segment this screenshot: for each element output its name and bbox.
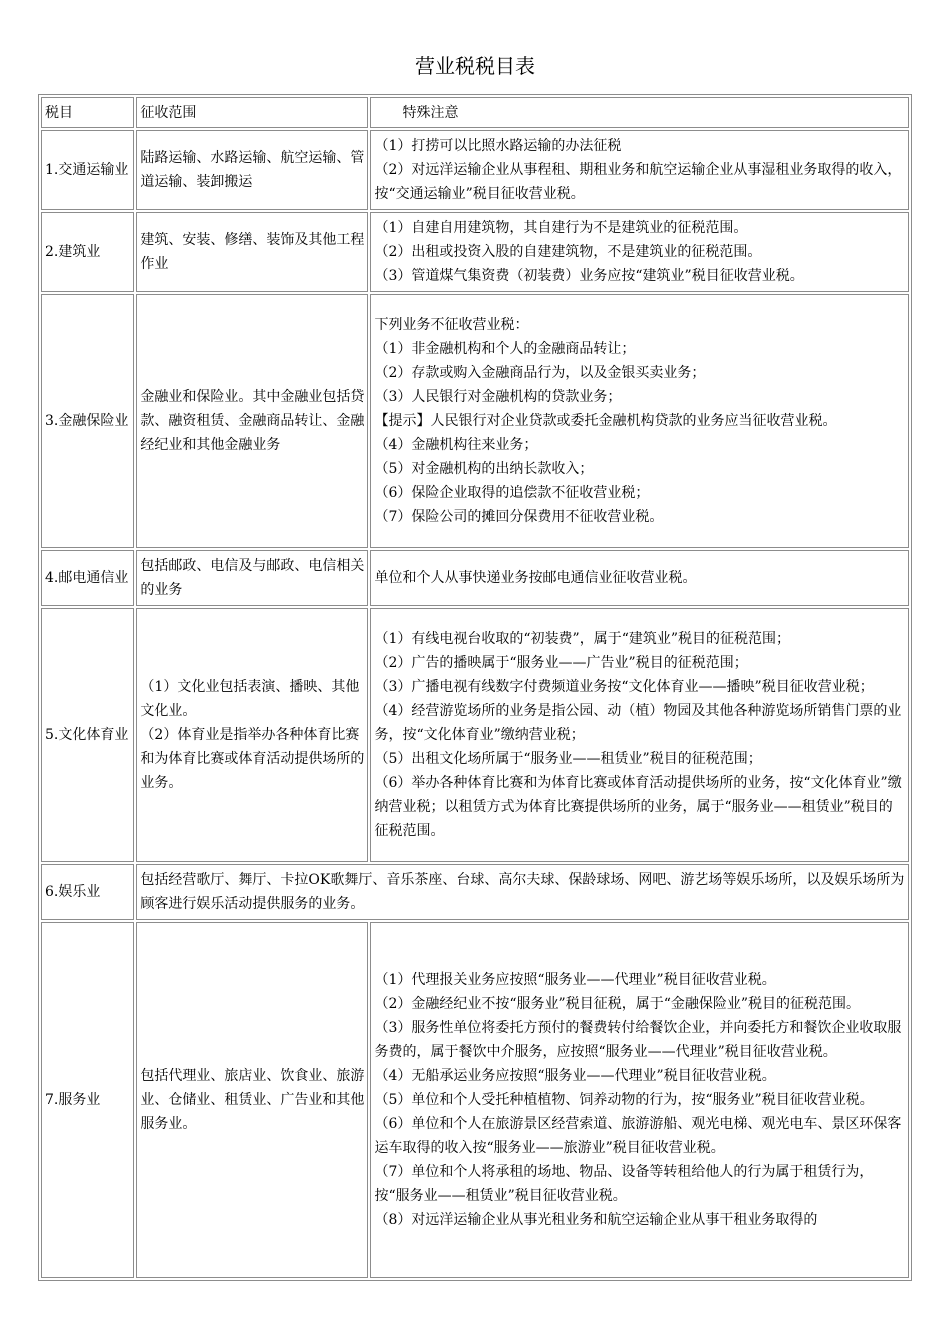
notes-cell <box>370 608 909 862</box>
note-line: （1）代理报关业务应按照“服务业——代理业”税目征收营业税。 <box>374 972 776 988</box>
tax-item-name: 3.金融保险业 <box>41 294 134 548</box>
note-line: （3）广播电视有线数字付费频道业务按“文化体育业——播映”税目征收营业税； <box>374 679 874 695</box>
note-line: （6）保险企业取得的追偿款不征收营业税； <box>374 485 650 501</box>
scope-text: 建筑、安装、修缮、装饰及其他工程作业 <box>140 232 365 272</box>
scope-cell <box>136 864 909 920</box>
table-row <box>41 130 909 210</box>
note-line: （3）人民银行对金融机构的贷款业务； <box>374 389 622 405</box>
note-line: （1）打捞可以比照水路运输的办法征税 <box>374 138 622 154</box>
notes-cell <box>370 212 909 292</box>
scope-cell <box>136 294 368 548</box>
tax-item-name: 1.交通运输业 <box>41 130 134 210</box>
header-notes: 特殊注意 <box>370 97 909 128</box>
scope-cell <box>136 922 368 1278</box>
note-line: （5）出租文化场所属于“服务业——租赁业”税目的征税范围； <box>374 751 762 767</box>
scope-text: 包括邮政、电信及与邮政、电信相关的业务 <box>140 558 365 598</box>
table-row <box>41 294 909 548</box>
note-line: （4）金融机构往来业务； <box>374 437 538 453</box>
tax-items-table <box>38 94 912 1281</box>
scope-text: （1）文化业包括表演、播映、其他文化业。 <box>140 679 360 719</box>
table-header-row <box>41 97 909 128</box>
note-line: （7）单位和个人将承租的场地、物品、设备等转租给他人的行为属于租赁行为，按“服务业——租赁业”税目征收营业税。 <box>374 1164 874 1204</box>
note-line: （8）对远洋运输企业从事光租业务和航空运输企业从事干租业务取得的 <box>374 1212 818 1228</box>
note-line: （4）无船承运业务应按照“服务业——代理业”税目征收营业税。 <box>374 1068 776 1084</box>
notes-cell <box>370 922 909 1278</box>
scope-cell <box>136 212 368 292</box>
note-line: （2）金融经纪业不按“服务业”税目征税，属于“金融保险业”税目的征税范围。 <box>374 996 861 1012</box>
scope-cell <box>136 130 368 210</box>
note-line: （3）管道煤气集资费（初装费）业务应按“建筑业”税目征收营业税。 <box>374 268 804 284</box>
note-line: （2）出租或投资入股的自建建筑物，不是建筑业的征税范围。 <box>374 244 762 260</box>
table-row <box>41 922 909 1278</box>
tax-item-name: 5.文化体育业 <box>41 608 134 862</box>
table-row <box>41 550 909 606</box>
note-line: （4）经营游览场所的业务是指公园、动（植）物园及其他各种游览场所销售门票的业务，按“文化体育业”缴纳营业税； <box>374 703 902 743</box>
scope-text: （2）体育业是指举办各种体育比赛和为体育比赛或体育活动提供场所的业务。 <box>140 727 365 791</box>
note-line: （6）举办各种体育比赛和为体育比赛或体育活动提供场所的业务，按“文化体育业”缴纳营业税；以租赁方式为体育比赛提供场所的业务，属于“服务业——租赁业”税目的征税范围。 <box>374 775 902 839</box>
notes-cell <box>370 550 909 606</box>
tax-item-name: 4.邮电通信业 <box>41 550 134 606</box>
tax-item-name: 7.服务业 <box>41 922 134 1278</box>
tax-item-name: 2.建筑业 <box>41 212 134 292</box>
table-row <box>41 864 909 920</box>
table-row <box>41 608 909 862</box>
scope-text: 包括经营歌厅、舞厅、卡拉OK歌舞厅、音乐茶座、台球、高尔夫球、保龄球场、网吧、游艺场等娱乐场所，以及娱乐场所为顾客进行娱乐活动提供服务的业务。 <box>140 872 905 912</box>
table-row <box>41 212 909 292</box>
notes-cell <box>370 294 909 548</box>
scope-cell <box>136 608 368 862</box>
note-line: （6）单位和个人在旅游景区经营索道、旅游游船、观光电梯、观光电车、景区环保客运车取得的收入按“服务业——旅游业”税目征收营业税。 <box>374 1116 902 1156</box>
note-line: （1）有线电视台收取的“初装费”，属于“建筑业”税目的征税范围； <box>374 631 791 647</box>
scope-text: 包括代理业、旅店业、饮食业、旅游业、仓储业、租赁业、广告业和其他服务业。 <box>140 1068 365 1132</box>
note-line: （2）广告的播映属于“服务业——广告业”税目的征税范围； <box>374 655 748 671</box>
note-line: （1）自建自用建筑物，其自建行为不是建筑业的征税范围。 <box>374 220 748 236</box>
scope-text: 金融业和保险业。其中金融业包括贷款、融资租赁、金融商品转让、金融经纪业和其他金融业务 <box>140 389 365 453</box>
note-line: （7）保险公司的摊回分保费用不征收营业税。 <box>374 509 664 525</box>
note-line: （3）服务性单位将委托方预付的餐费转付给餐饮企业，并向委托方和餐饮企业收取服务费的，属于餐饮中介服务，应按照“服务业——代理业”税目征收营业税。 <box>374 1020 902 1060</box>
note-line: （1）非金融机构和个人的金融商品转让； <box>374 341 636 357</box>
header-tax-item: 税目 <box>41 97 134 128</box>
tax-item-name: 6.娱乐业 <box>41 864 134 920</box>
scope-cell <box>136 550 368 606</box>
page-title: 营业税税目表 <box>415 54 535 78</box>
note-line: （2）存款或购入金融商品行为，以及金银买卖业务； <box>374 365 706 381</box>
note-line: 单位和个人从事快递业务按邮电通信业征收营业税。 <box>374 570 697 586</box>
note-line: （5）单位和个人受托种植植物、饲养动物的行为，按“服务业”税目征收营业税。 <box>374 1092 874 1108</box>
header-scope: 征收范围 <box>136 97 368 128</box>
notes-cell <box>370 130 909 210</box>
note-line: 【提示】人民银行对企业贷款或委托金融机构贷款的业务应当征收营业税。 <box>374 413 837 429</box>
note-line: （5）对金融机构的出纳长款收入； <box>374 461 594 477</box>
scope-text: 陆路运输、水路运输、航空运输、管道运输、装卸搬运 <box>140 150 365 190</box>
note-line: 下列业务不征收营业税： <box>374 317 529 333</box>
note-line: （2）对远洋运输企业从事程租、期租业务和航空运输企业从事湿租业务取得的收入，按“交通运输业”税目征收营业税。 <box>374 162 902 202</box>
